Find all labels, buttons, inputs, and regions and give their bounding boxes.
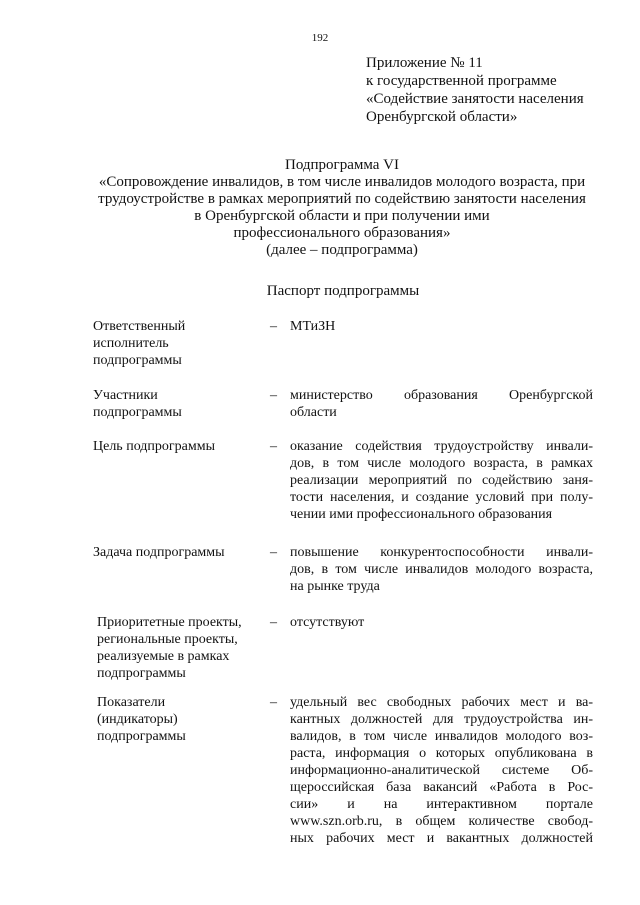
row-label — [93, 387, 263, 421]
value-line: ных рабочих мест и вакантных должностей — [290, 831, 593, 846]
value-line: МТиЗН — [290, 319, 336, 334]
appendix-line: к государственной программе — [366, 73, 557, 89]
label-line: Показатели — [97, 695, 166, 710]
row-value — [290, 544, 593, 595]
value-line: тости населения, и создание условий при полу- — [290, 490, 593, 505]
dash: – — [270, 439, 277, 454]
row-value — [290, 387, 593, 421]
label-line: реализуемые в рамках — [97, 649, 230, 664]
row-label — [97, 694, 267, 745]
row-value — [290, 438, 593, 523]
title-line: трудоустройстве в рамках мероприятий по содействию занятости населения — [98, 191, 586, 207]
label-line: Задача подпрограммы — [93, 545, 225, 560]
value-line: отсутствуют — [290, 615, 365, 630]
appendix-line: Приложение № 11 — [366, 55, 483, 71]
value-line: валидов, в том числе инвалидов молодого воз- — [290, 729, 593, 744]
dash: – — [270, 388, 277, 403]
passport-heading: Паспорт подпрограммы — [266, 283, 420, 299]
label-line: региональные проекты, — [97, 632, 238, 647]
appendix-header — [366, 54, 584, 126]
value-line: на рынке труда — [290, 579, 380, 594]
value-line: дов, в том числе инвалидов молодого возраста, — [290, 562, 593, 577]
appendix-line: Оренбургской области» — [366, 109, 518, 125]
label-line: подпрограммы — [97, 729, 186, 744]
value-line: раста, информация о которых опубликована в — [290, 746, 593, 761]
dash: – — [270, 319, 277, 334]
row-value — [290, 318, 593, 335]
label-line: подпрограммы — [97, 666, 186, 681]
title-line: Подпрограмма VI — [285, 157, 399, 173]
row-label — [93, 318, 263, 369]
value-line: щероссийская база вакансий «Работа в Рос- — [290, 780, 593, 795]
label-line: Участники — [93, 388, 158, 403]
row-value — [290, 614, 593, 631]
title-line: в Оренбургской области и при получении ими — [194, 208, 490, 224]
dash: – — [270, 545, 277, 560]
subprogram-title — [80, 157, 604, 259]
value-line: чении ими профессионального образования — [290, 507, 553, 522]
row-label — [93, 544, 263, 561]
value-line: области — [290, 405, 337, 420]
label-line: Ответственный — [93, 319, 186, 334]
value-line: информационно-аналитической системе Об- — [290, 763, 593, 778]
title-line: профессионального образования» — [233, 225, 451, 241]
value-line: кантных должностей для трудоустройства ин- — [290, 712, 593, 727]
value-line: реализации мероприятий по содействию заня- — [290, 473, 593, 488]
row-label — [97, 614, 267, 682]
value-line: удельный вес свободных рабочих мест и ва- — [290, 695, 593, 710]
value-line: сии» и на интерактивном портале — [290, 797, 593, 812]
value-line: оказание содействия трудоустройству инвали- — [290, 439, 593, 454]
appendix-line: «Содействие занятости населения — [366, 91, 584, 107]
title-line: (далее – подпрограмма) — [266, 242, 418, 258]
label-line: Приоритетные проекты, — [97, 615, 242, 630]
title-line: «Сопровождение инвалидов, в том числе инвалидов молодого возраста, при — [98, 174, 586, 190]
label-line: исполнитель — [93, 336, 169, 351]
value-line: министерство образования Оренбургской — [290, 388, 593, 403]
row-value — [290, 694, 593, 847]
dash: – — [270, 695, 277, 710]
value-line: повышение конкурентоспособности инвали- — [290, 545, 593, 560]
label-line: подпрограммы — [93, 353, 182, 368]
value-line: www.szn.orb.ru, в общем количестве свобод- — [290, 814, 593, 829]
page-number: 192 — [311, 32, 329, 44]
dash: – — [270, 615, 277, 630]
label-line: (индикаторы) — [97, 712, 178, 727]
value-line: дов, в том числе молодого возраста, в рамках — [290, 456, 593, 471]
row-label — [93, 438, 263, 455]
label-line: подпрограммы — [93, 405, 182, 420]
label-line: Цель подпрограммы — [93, 439, 215, 454]
